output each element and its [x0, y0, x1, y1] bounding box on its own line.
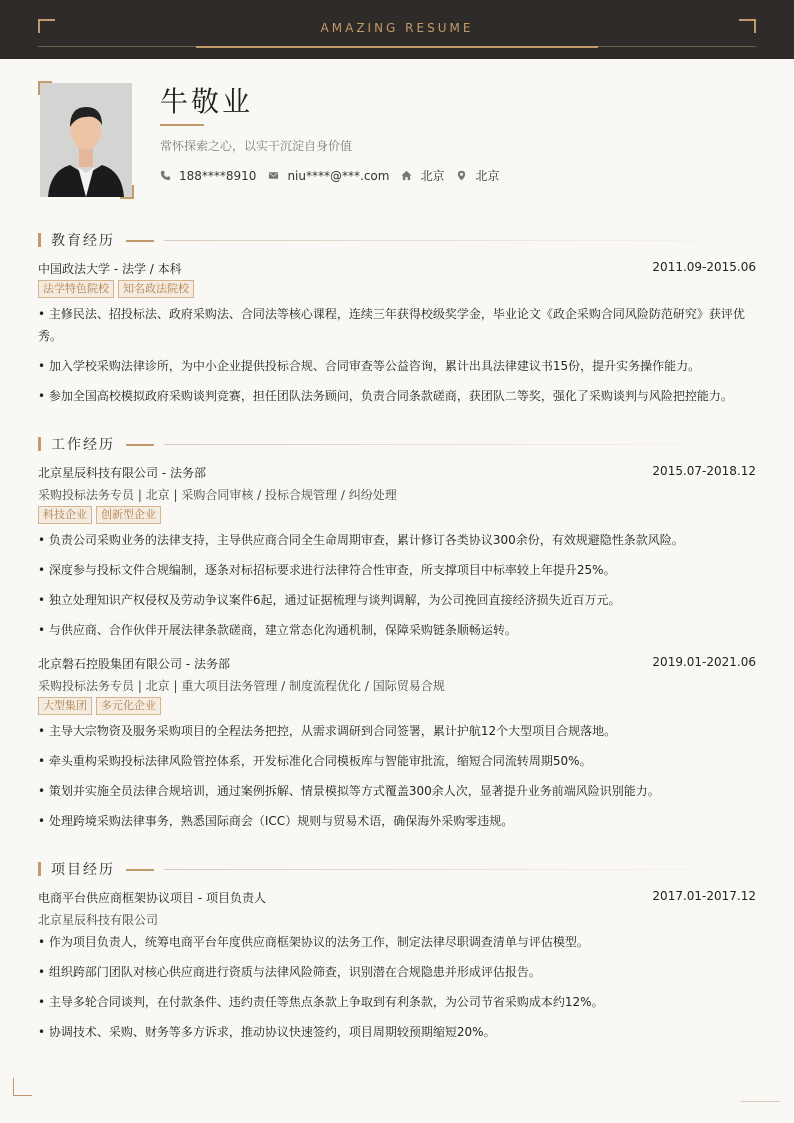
section-dash — [126, 869, 154, 871]
project-title: 电商平台供应商框架协议项目 - 项目负责人 — [38, 891, 266, 905]
work-bullet: • 处理跨境采购法律事务，熟悉国际商会（ICC）规则与贸易术语，确保海外采购零违规。 — [38, 814, 514, 828]
project-bullet: • 组织跨部门团队对核心供应商进行资质与法律风险筛查，识别潜在合规隐患并形成评估报告。 — [38, 965, 541, 979]
project-company: 北京星辰科技有限公司 — [38, 913, 159, 927]
project-bullet: • 作为项目负责人，统筹电商平台年度供应商框架协议的法务工作，制定法律尽职调查清单与评估模型。 — [38, 935, 589, 949]
work-tags — [38, 697, 165, 715]
tag: 大型集团 — [38, 697, 92, 715]
candidate-motto: 常怀探索之心，以实干沉淀自身价值 — [160, 139, 353, 153]
work-bullet: • 策划并实施全员法律合规培训，通过案例拆解、情景模拟等方式覆盖300余人次，显著提升业务前端风险识别能力。 — [38, 784, 660, 798]
candidate-name: 牛敬业 — [160, 85, 254, 118]
home-city: 北京 — [420, 169, 445, 183]
header-bar — [0, 0, 794, 59]
section-header-education — [38, 232, 756, 248]
location-pin-icon — [456, 170, 467, 181]
photo-corner-top-left — [38, 81, 52, 95]
mail-icon — [268, 170, 279, 181]
contact-location — [456, 167, 499, 184]
work-date: 2015.07-2018.12 — [652, 464, 756, 478]
work-bullet: • 深度参与投标文件合规编制，逐条对标招标要求进行法律符合性审查，所支撑项目中标率较上年提升25%。 — [38, 563, 616, 577]
work-entry-header — [38, 464, 756, 481]
location-city: 北京 — [475, 169, 500, 183]
section-title: 工作经历 — [51, 437, 115, 453]
work-company: 北京磐石控股集团有限公司 - 法务部 — [38, 657, 230, 671]
contact-home — [401, 167, 444, 184]
portrait-photo-icon — [40, 83, 132, 197]
name-underline — [160, 124, 204, 126]
project-date: 2017.01-2017.12 — [652, 889, 756, 903]
work-date: 2019.01-2021.06 — [652, 655, 756, 669]
education-entry-header — [38, 260, 756, 277]
tag: 知名政法院校 — [118, 280, 194, 298]
work-company: 北京星辰科技有限公司 - 法务部 — [38, 466, 206, 480]
project-bullet: • 主导多轮合同谈判，在付款条件、违约责任等焦点条款上争取到有利条款，为公司节省采购成本约12%。 — [38, 995, 604, 1009]
corner-ornament-top-right — [739, 19, 756, 33]
section-dash — [126, 240, 154, 242]
education-bullet: • 主修民法、招投标法、政府采购法、合同法等核心课程，连续三年获得校级奖学金，毕业论文《政企采购合同风险防范研究》获评优 — [38, 307, 745, 321]
work-role-line: 采购投标法务专员 | 北京 | 采购合同审核 / 投标合规管理 / 纠纷处理 — [38, 488, 397, 502]
photo-corner-bottom-right — [120, 185, 134, 199]
phone-number: 188****8910 — [179, 168, 257, 183]
education-bullet: • 参加全国高校模拟政府采购谈判竞赛，担任团队法务顾问，负责合同条款磋商，获团队二等奖，强化了采购谈判与风险把控能力。 — [38, 389, 733, 403]
section-title: 教育经历 — [51, 233, 115, 249]
tag: 法学特色院校 — [38, 280, 114, 298]
contact-row — [160, 167, 511, 184]
section-dash — [126, 444, 154, 446]
education-tags — [38, 280, 198, 298]
work-bullet: • 与供应商、合作伙伴开展法律条款磋商，建立常态化沟通机制，保障采购链条顺畅运转。 — [38, 623, 517, 637]
education-school: 中国政法大学 - 法学 / 本科 — [38, 262, 182, 276]
work-bullet: • 独立处理知识产权侵权及劳动争议案件6起，通过证据梳理与谈判调解，为公司挽回直接经济损失近百万元。 — [38, 593, 621, 607]
work-bullet: • 负责公司采购业务的法律支持，主导供应商合同全生命周期审查，累计修订各类协议300余份，有效规避隐性条款风险。 — [38, 533, 684, 547]
header-accent-line — [196, 46, 598, 48]
work-entry-header — [38, 655, 756, 672]
corner-ornament-top-left — [38, 19, 55, 33]
work-tags — [38, 506, 165, 524]
education-bullet-continued: 秀。 — [38, 329, 63, 343]
home-icon — [401, 170, 412, 181]
corner-ornament-bottom-right — [741, 1101, 780, 1102]
work-bullet: • 主导大宗物资及服务采购项目的全程法务把控，从需求调研到合同签署，累计护航12个大型项目合规落地。 — [38, 724, 617, 738]
profile-photo-frame — [38, 81, 134, 199]
tag: 多元化企业 — [96, 697, 161, 715]
section-marker — [38, 862, 41, 876]
phone-icon — [160, 170, 171, 181]
corner-ornament-bottom-left — [13, 1078, 32, 1096]
section-header-project — [38, 861, 756, 877]
contact-email — [268, 169, 389, 183]
section-rule — [164, 869, 756, 870]
tag: 创新型企业 — [96, 506, 161, 524]
work-role-line: 采购投标法务专员 | 北京 | 重大项目法务管理 / 制度流程优化 / 国际贸易合规 — [38, 679, 445, 693]
contact-phone — [160, 169, 256, 183]
section-header-work — [38, 436, 756, 452]
tag: 科技企业 — [38, 506, 92, 524]
project-entry-header — [38, 889, 756, 906]
section-rule — [164, 444, 756, 445]
project-bullet: • 协调技术、采购、财务等多方诉求，推动协议快速签约，项目周期较预期缩短20%。 — [38, 1025, 496, 1039]
education-bullet: • 加入学校采购法律诊所，为中小企业提供投标合规、合同审查等公益咨询，累计出具法律建议书15份，提升实务操作能力。 — [38, 359, 701, 373]
work-bullet: • 牵头重构采购投标法律风险管控体系，开发标准化合同模板库与智能审批流，缩短合同流转周期50%。 — [38, 754, 592, 768]
section-marker — [38, 233, 41, 247]
education-date: 2011.09-2015.06 — [652, 260, 756, 274]
email-address: niu****@***.com — [287, 168, 390, 183]
section-title: 项目经历 — [51, 862, 115, 878]
section-rule — [164, 240, 756, 241]
section-marker — [38, 437, 41, 451]
resume-title: AMAZING RESUME — [320, 21, 474, 35]
